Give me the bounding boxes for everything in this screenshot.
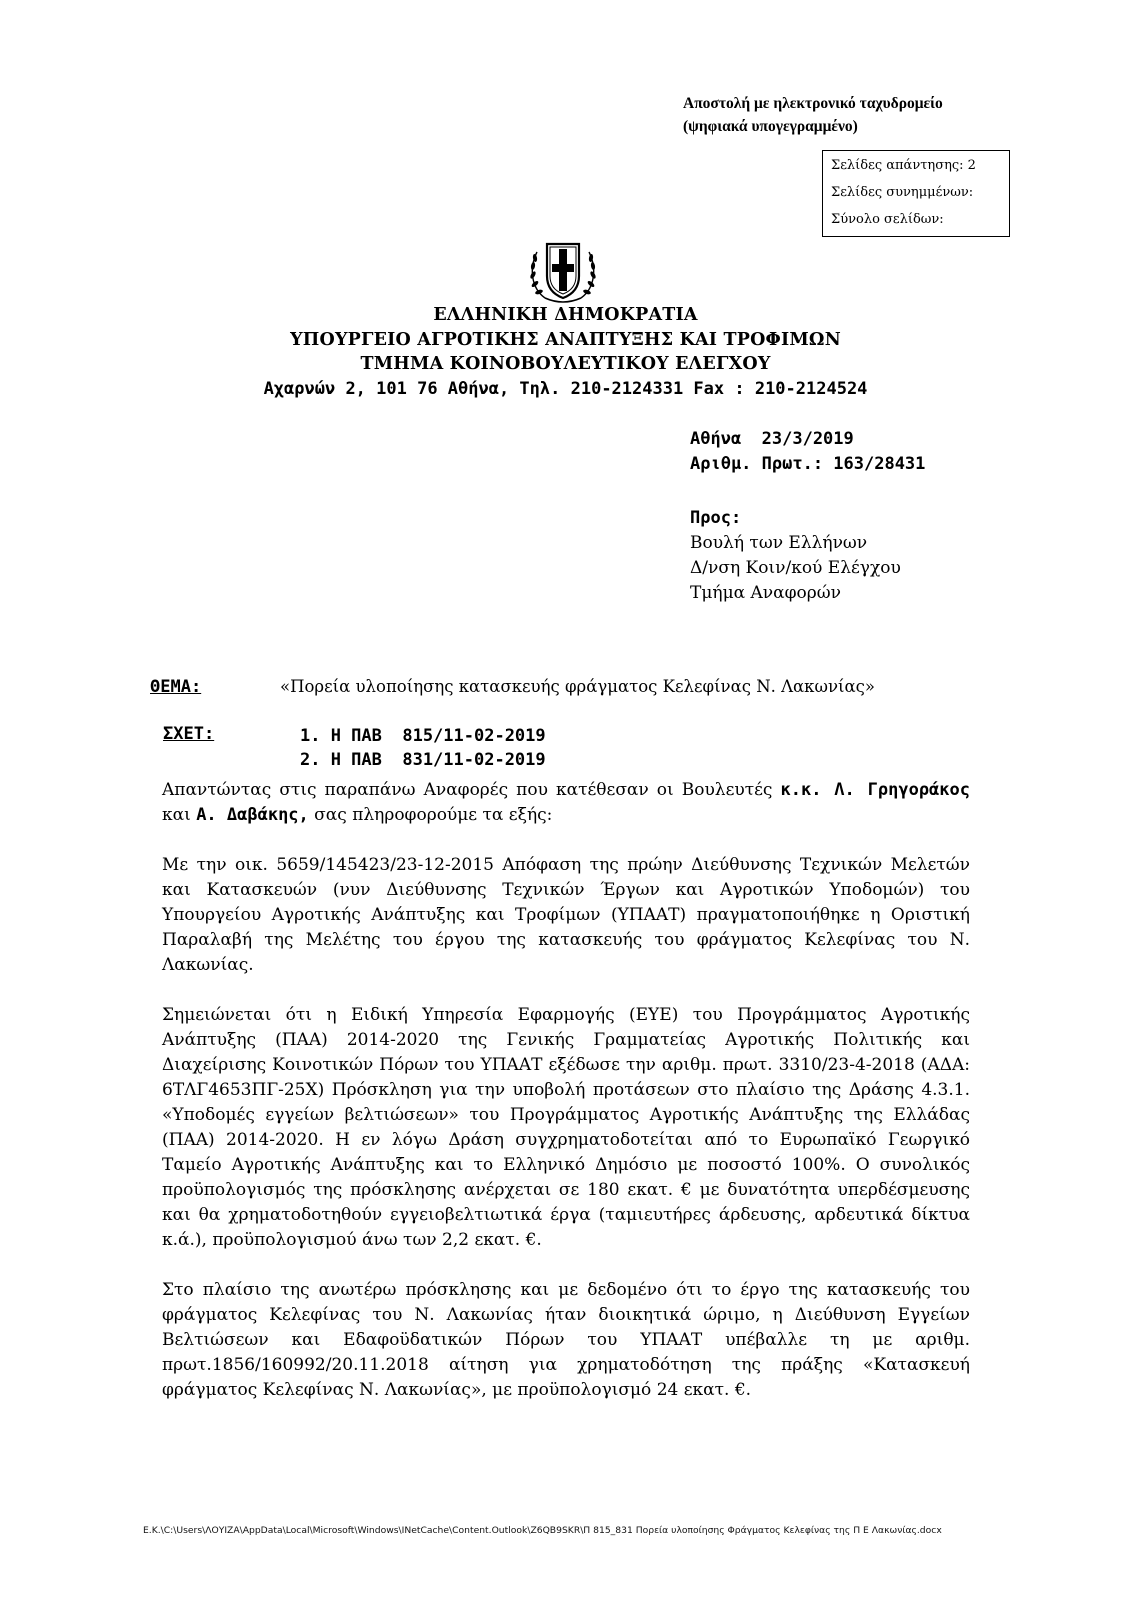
mp-names: Α. Δαβάκης, [196,805,309,825]
body-text: σας πληροφορούμε τα εξής: [308,805,553,825]
body-paragraph: Σημειώνεται ότι η Ειδική Υπηρεσία Εφαρμογής (ΕΥΕ) του Προγράμματος Αγροτικής Ανάπτυξης (ΠΑΑ) 2014-2020 της Γενικής Γραμματείας Αγροτικής Πολιτικής και Διαχείρισης Κοινοτικών Πόρων του ΥΠΑΑΤ εξέδωσε την αριθμ. πρωτ. 3310/23-4-2018 (ΑΔΑ: 6ΤΛΓ4653ΠΓ-25Χ) Πρόσκληση για την υποβολή προτάσεων στο πλαίσιο της Δράσης 4.3.1. «Υποδομές εγγείων βελτιώσεων» του Προγράμματος Αγροτικής Ανάπτυξης της Ελλάδας (ΠΑΑ) 2014-2020. Η εν λόγω Δράση συγχρηματοδοτείται από το Ευρωπαϊκό Γεωργικό Ταμείο Αγροτικής Ανάπτυξης και το Ελληνικό Δημόσιο με ποσοστό 100%. Ο συνολικός προϋπολογισμός της πρόσκλησης ανέρχεται σε 180 εκατ. € με δυνατότητα υπερδέσμευσης και θα χρηματοδοτηθούν εγγειοβελτιωτικά έργα (ταμιευτήρες άρδευσης, αρδευτικά δίκτυα κ.ά.), προϋπολογισμού άνω των 2,2 εκατ. €. [162,1005,970,1250]
references-list [300,724,546,772]
page-count-box [822,150,1010,237]
recipient-label: Προς: [690,508,742,528]
recipient-line: Βουλή των Ελλήνων [690,533,868,553]
body-paragraph: Με την οικ. 5659/145423/23-12-2015 Απόφαση της πρώην Διεύθυνσης Τεχνικών Μελετών και Κατασκευών (νυν Διεύθυνσης Τεχνικών Έργων και Αγροτικών Υποδομών) του Υπουργείου Αγροτικής Ανάπτυξης και Τροφίμων (ΥΠΑΑΤ) πραγματοποιήθηκε η Οριστική Παραλαβή της Μελέτης του έργου της κατασκευής του φράγματος Κελεφίνας του Ν. Λακωνίας. [162,855,970,975]
contact-address: Αχαρνών 2, 101 76 Αθήνα, Τηλ. 210-2124331 Fax : 210-2124524 [263,378,868,399]
recipient-line: Δ/νση Κοιν/κού Ελέγχου [690,558,901,578]
department-name: ΤΜΗΜΑ ΚΟΙΝΟΒΟΥΛΕΥΤΙΚΟΥ ΕΛΕΓΧΟΥ [360,354,771,374]
body-text: Απαντώντας στις παραπάνω Αναφορές που κατέθεσαν οι Βουλευτές [162,780,781,800]
body-text: και [162,805,197,825]
recipient-block [690,506,901,606]
greek-emblem-icon [525,232,601,308]
ministry-name: ΥΠΟΥΡΓΕΙΟ ΑΓΡΟΤΙΚΗΣ ΑΝΑΠΤΥΞΗΣ ΚΑΙ ΤΡΟΦΙΜΩΝ [290,329,841,350]
email-delivery-note [683,92,1013,138]
letter-body [162,778,970,1428]
reply-pages: Σελίδες απάντησης: 2 [831,158,976,173]
subject-label: ΘΕΜΑ: [150,677,202,697]
reference-item: 2. Η ΠΑΒ 831/11-02-2019 [300,750,546,770]
body-paragraph: Στο πλαίσιο της ανωτέρω πρόσκλησης και με δεδομένο ότι το έργο της κατασκευής του φράγματος Κελεφίνας του Ν. Λακωνίας ήταν διοικητικά ώριμο, η Διεύθυνση Εγγείων Βελτιώσεων και Εδαφοϋδατικών Πόρων του ΥΠΑΑΤ υπέβαλλε τη με αριθμ. πρωτ.1856/160992/20.11.2018 αίτηση για χρηματοδότηση της πράξης «Κατασκευή φράγματος Κελεφίνας Ν. Λακωνίας», με προϋπολογισμό 24 εκατ. €. [162,1280,970,1400]
country-name: ΕΛΛΗΝΙΚΗ ΔΗΜΟΚΡΑΤΙΑ [433,305,698,325]
subject-text: «Πορεία υλοποίησης κατασκευής φράγματος Κελεφίνας Ν. Λακωνίας» [280,677,875,696]
attachment-pages: Σελίδες συνημμένων: [831,185,974,200]
references-label: ΣΧΕΤ: [163,724,215,744]
total-pages: Σύνολο σελίδων: [831,212,944,227]
body-paragraph [162,778,970,828]
document-date: Αθήνα 23/3/2019 [690,429,854,449]
digital-signature-line: (ψηφιακά υπογεγραμμένο) [683,118,858,135]
mp-names: κ.κ. Λ. Γρηγοράκος [780,780,970,800]
recipient-line: Τμήμα Αναφορών [690,583,841,603]
protocol-number: Αριθμ. Πρωτ.: 163/28431 [690,454,926,474]
date-protocol-block [690,427,925,477]
letterhead [0,303,1131,401]
file-path-footer: Ε.Κ.\C:\Users\ΛΟΥΙΖΑ\AppData\Local\Microsoft\Windows\INetCache\Content.Outlook\Z6QB9SKR\Π 815_831 Πορεία υλοποίησης Φράγματος Κελεφίνας της Π Ε Λακωνίας.docx [143,1525,942,1536]
email-delivery-line: Αποστολή με ηλεκτρονικό ταχυδρομείο [683,95,943,112]
reference-item: 1. Η ΠΑΒ 815/11-02-2019 [300,726,546,746]
